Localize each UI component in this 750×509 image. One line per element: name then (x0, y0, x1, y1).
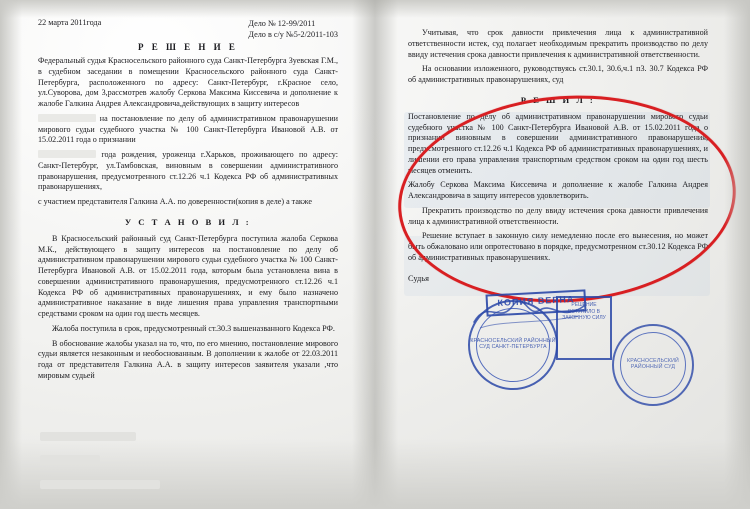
document-left-column (38, 18, 338, 386)
signature-label: Судья (408, 273, 429, 283)
signature-line (408, 274, 708, 283)
ruling-paragraph-1: Постановление по делу об административном правонарушении мирового судьи судебного участка № 100 Санкт-Петербурга Ивановой А.В. от 15.02.2011 года о признании виновным в совершении административного правонарушения, предусмотренного ст.12.26 ч.1 Кодекса РФ об административных правонарушениях, и лишении его права управления транспортным средством сроком на один год шесть месяцев отменить. (408, 111, 708, 175)
scan-shadow-right (724, 0, 750, 509)
intro-paragraph-3-text: года рождения, уроженца г.Харьков, проживающего по адресу: Санкт-Петербург, ул.Тамбовская, виновным в совершении административного правонарушения, предусмотренного ст.12.26 ч.1 Кодекса РФ об административных правонарушениях, (38, 150, 338, 192)
scan-artifact-2 (40, 455, 100, 464)
scan-artifact-3 (40, 480, 160, 489)
intro-paragraph-4: с участием представителя Галкина А.А. по доверенности(копия в деле) а также (38, 197, 312, 207)
section-reshil: Р Е Ш И Л : (520, 94, 596, 105)
case-numbers (248, 18, 338, 40)
handwritten-signature-icon (470, 292, 590, 332)
body-paragraph-2: Жалоба поступила в срок, предусмотренный ст.30.3 вышеназванного Кодекса РФ. (52, 323, 335, 333)
page-fold-shadow (352, 0, 398, 509)
ruling-paragraph-4: Решение вступает в законную силу немедленно после его вынесения, но может быть обжаловано или опротестовано в порядке, предусмотренном ст.30.12 Кодекса РФ об административных правонарушениях. (408, 231, 708, 262)
scan-shadow-bottom (0, 439, 750, 509)
rect-stamp: РЕШЕНИЕ ВСТУПИЛО В ЗАКОННУЮ СИЛУ (556, 296, 612, 360)
body-paragraph-3: В обоснование жалобы указал на то, что, по его мнению, постановление мирового судьи является незаконным и необоснованным. В дополнении к жалобе от 22.03.2011 года от представителя Галкина А.А. в защиту интересов заявителя указали ,что мировым судьей (38, 338, 338, 380)
scan-shadow-left (0, 0, 22, 509)
scan-artifact-1 (40, 432, 136, 441)
section-ustanovil: У С Т А Н О В И Л : (124, 216, 252, 227)
case-number: Дело № 12-99/2011 (248, 19, 316, 28)
intro-paragraph-2-text: на постановление по делу об административном правонарушении мирового судьи судебного участка № 100 Санкт-Петербурга Ивановой А.В. от 15.02.2011 года о признании (38, 113, 338, 145)
intro-paragraph-2 (38, 114, 338, 146)
document-title: Р Е Ш Е Н И Е (138, 42, 238, 53)
intro-paragraph-3 (38, 150, 338, 193)
scan-shadow-top (0, 0, 750, 18)
court-seal-left-icon (468, 300, 558, 390)
right-paragraph-1: Учитывая, что срок давности привлечения лица к административной ответственности истек, суд полагает необходимым прекратить производство по делу ввиду истечения срока давности привлечения к административной ответственности. (408, 28, 708, 59)
document-right-column (408, 28, 708, 283)
ruling-paragraph-3: Прекратить производство по делу ввиду истечения срока давности привлечения лица к административной ответственности. (408, 205, 708, 226)
case-reference: Дело в с/у №5-2/2011-103 (248, 30, 338, 40)
intro-paragraph-1: Федеральный судья Красносельского районного суда Санкт-Петербурга Зуевская Г.М., в судебном заседании в помещении Красносельского районного суда Санкт-Петербурга, расположенного по адресу: Санкт-Петербург, г.Красное село, ул.Суворова, дом 3,рассмотрев жалобу Серкова Максима Киссевича и дополнение к жалобе Галкина Андрея Александровича,действующих в защиту интересов (38, 56, 338, 109)
copy-stamp: КОПИЯ ВЕРНА (485, 289, 586, 316)
body-paragraph-1: В Красносельский районный суд Санкт-Петербурга поступила жалоба Серкова М.К., действующего в защиту интересов на постановление по делу об административном правонарушении мирового судьи судебного участка № 100 Санкт-Петербурга Ивановой А.В. от 15.02.2011 года, которым была установлена вина в совершении административного правонарушения, предусмотренного ст.12.26 ч.1 Кодекса РФ об административных правонарушениях, и ему было назначено административное наказание в виде лишения права управления транспортными средствами сроком на один год шесть месяцев. (38, 233, 338, 319)
redacted-name-field (38, 114, 96, 122)
right-paragraph-2: На основании изложенного, руководствуясь ст.30.1, 30.6,ч.1 п3. 30.7 Кодекса РФ об административных правонарушениях, суд (408, 64, 708, 84)
court-seal-left-text: КРАСНОСЕЛЬСКИЙ РАЙОННЫЙ СУД САНКТ-ПЕТЕРБУРГА (470, 338, 556, 350)
document-header (38, 18, 338, 40)
court-seal-right-icon (612, 324, 694, 406)
redacted-name-field-2 (38, 150, 96, 158)
ruling-paragraph-2: Жалобу Серкова Максима Киссевича и дополнение к жалобе Галкина Андрея Александровича в защиту интересов удовлетворить. (408, 180, 708, 200)
document-date: 22 марта 2011года (38, 18, 102, 27)
court-seal-right-text: КРАСНОСЕЛЬСКИЙ РАЙОННЫЙ СУД (627, 358, 679, 370)
